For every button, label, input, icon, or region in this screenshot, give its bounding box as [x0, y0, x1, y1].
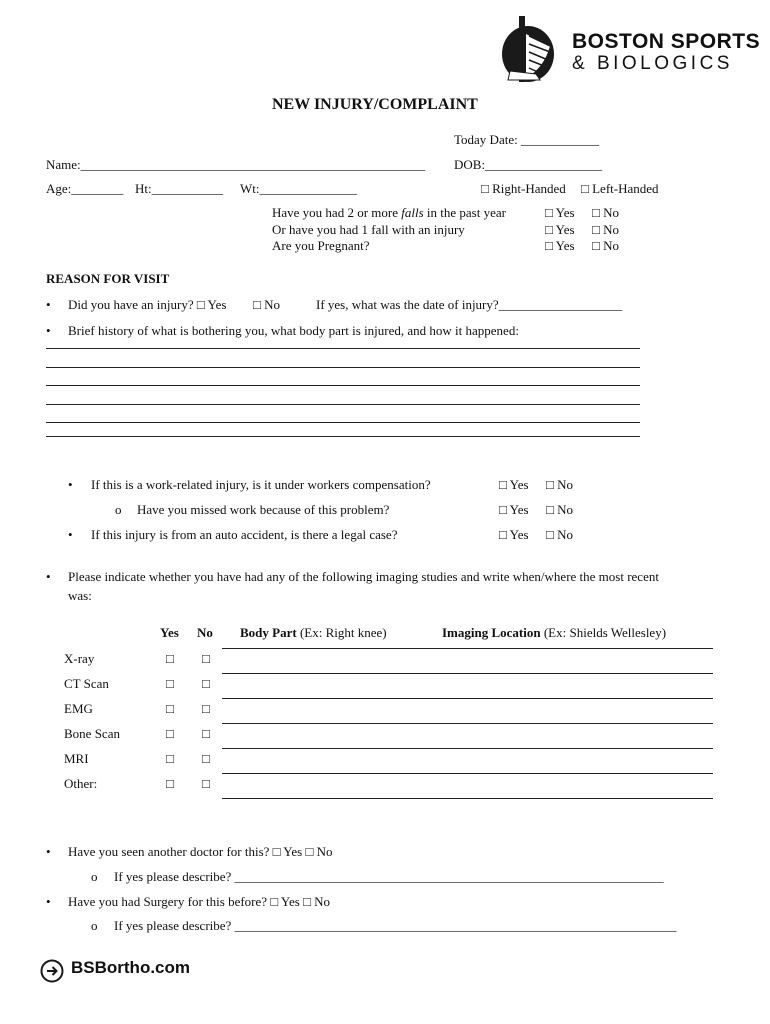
age-field[interactable]: Age:________ — [46, 181, 124, 196]
workers-comp-yes-checkbox[interactable]: □ Yes — [499, 477, 529, 492]
bullet: • — [68, 477, 73, 492]
bullet: • — [46, 323, 51, 338]
imaging-yes-checkbox[interactable]: □ — [166, 751, 174, 766]
col-location-header — [442, 625, 666, 641]
imaging-yes-checkbox[interactable]: □ — [166, 676, 174, 691]
imaging-no-checkbox[interactable]: □ — [202, 726, 210, 741]
imaging-entry-line[interactable] — [222, 723, 713, 724]
imaging-entry-line[interactable] — [222, 773, 713, 774]
bullet: • — [46, 844, 51, 859]
history-line[interactable] — [46, 385, 640, 386]
col-body-title: Body Part — [240, 625, 297, 640]
height-field[interactable]: Ht:___________ — [135, 181, 224, 196]
fall-injury-question: Or have you had 1 fall with an injury — [272, 222, 465, 237]
imaging-label: Bone Scan — [64, 726, 120, 741]
today-date-field[interactable]: Today Date: ____________ — [454, 132, 599, 147]
pregnant-yes-checkbox[interactable]: □ Yes — [545, 238, 575, 253]
legal-case-yes-checkbox[interactable]: □ Yes — [499, 527, 529, 542]
logo-line2: & BIOLOGICS — [572, 53, 733, 74]
imaging-entry-line[interactable] — [222, 673, 713, 674]
logo-mark-icon — [500, 16, 562, 84]
col-body-hint: (Ex: Right knee) — [296, 625, 387, 640]
imaging-label: EMG — [64, 701, 93, 716]
bullet: • — [68, 527, 73, 542]
falls-question-pre: Have you had 2 or more — [272, 205, 402, 220]
surgery-describe-field[interactable]: If yes please describe? ____________________________________________________________________ — [114, 918, 677, 933]
imaging-header-rule — [222, 648, 713, 649]
bullet: • — [46, 894, 51, 909]
missed-work-no-checkbox[interactable]: □ No — [546, 502, 573, 517]
history-line[interactable] — [46, 348, 640, 349]
pregnant-no-checkbox[interactable]: □ No — [592, 238, 619, 253]
sub-bullet: o — [91, 869, 98, 884]
history-question: Brief history of what is bothering you, what body part is injured, and how it happened: — [68, 323, 519, 338]
bullet: • — [46, 297, 51, 312]
imaging-label: MRI — [64, 751, 89, 766]
imaging-entry-line[interactable] — [222, 748, 713, 749]
injury-no-checkbox[interactable]: □ No — [253, 297, 280, 312]
imaging-no-checkbox[interactable]: □ — [202, 701, 210, 716]
history-line[interactable] — [46, 367, 640, 368]
legal-case-no-checkbox[interactable]: □ No — [546, 527, 573, 542]
imaging-yes-checkbox[interactable]: □ — [166, 651, 174, 666]
fall-injury-no-checkbox[interactable]: □ No — [592, 222, 619, 237]
footer-url[interactable]: BSBortho.com — [71, 958, 190, 977]
left-handed-checkbox[interactable]: □ Left-Handed — [581, 181, 659, 196]
logo-line1: BOSTON SPORTS — [572, 30, 761, 53]
imaging-label: Other: — [64, 776, 98, 791]
falls-no-checkbox[interactable]: □ No — [592, 205, 619, 220]
imaging-yes-checkbox[interactable]: □ — [166, 776, 174, 791]
fall-injury-yes-checkbox[interactable]: □ Yes — [545, 222, 575, 237]
other-doctor-describe-field[interactable]: If yes please describe? __________________________________________________________________ — [114, 869, 664, 884]
imaging-entry-line[interactable] — [222, 798, 713, 799]
imaging-entry-line[interactable] — [222, 698, 713, 699]
imaging-prompt-line1: Please indicate whether you have had any of the following imaging studies and write when/where the most recent — [68, 569, 659, 584]
imaging-prompt-line2: was: — [68, 588, 92, 603]
missed-work-question: Have you missed work because of this problem? — [137, 502, 390, 517]
history-line[interactable] — [46, 422, 640, 423]
history-line[interactable] — [46, 404, 640, 405]
imaging-no-checkbox[interactable]: □ — [202, 751, 210, 766]
injury-question[interactable]: Did you have an injury? □ Yes — [68, 297, 227, 312]
col-yes-header: Yes — [160, 625, 179, 640]
page-title: NEW INJURY/COMPLAINT — [272, 96, 478, 113]
falls-yes-checkbox[interactable]: □ Yes — [545, 205, 575, 220]
reason-heading: REASON FOR VISIT — [46, 271, 170, 286]
sub-bullet: o — [115, 502, 122, 517]
workers-comp-no-checkbox[interactable]: □ No — [546, 477, 573, 492]
right-handed-checkbox[interactable]: □ Right-Handed — [481, 181, 566, 196]
col-no-header: No — [197, 625, 213, 640]
col-location-hint: (Ex: Shields Wellesley) — [540, 625, 667, 640]
sub-bullet: o — [91, 918, 98, 933]
weight-field[interactable]: Wt:_______________ — [240, 181, 357, 196]
legal-case-question: If this injury is from an auto accident, is there a legal case? — [91, 527, 398, 542]
surgery-question[interactable]: Have you had Surgery for this before? □ Yes □ No — [68, 894, 331, 909]
history-line[interactable] — [46, 436, 640, 437]
name-field[interactable]: Name:_____________________________________________________ — [46, 157, 426, 172]
col-location-title: Imaging Location — [442, 625, 541, 640]
workers-comp-question: If this is a work-related injury, is it under workers compensation? — [91, 477, 431, 492]
arrow-circle-icon — [40, 959, 64, 983]
imaging-yes-checkbox[interactable]: □ — [166, 701, 174, 716]
imaging-no-checkbox[interactable]: □ — [202, 651, 210, 666]
falls-question-emphasis: falls — [401, 205, 424, 220]
falls-question-post: in the past year — [423, 205, 506, 220]
imaging-no-checkbox[interactable]: □ — [202, 776, 210, 791]
missed-work-yes-checkbox[interactable]: □ Yes — [499, 502, 529, 517]
col-body-header — [240, 625, 387, 641]
injury-date-field[interactable]: If yes, what was the date of injury?___________________ — [316, 297, 623, 312]
falls-question — [272, 205, 506, 221]
imaging-no-checkbox[interactable]: □ — [202, 676, 210, 691]
pregnant-question: Are you Pregnant? — [272, 238, 370, 253]
imaging-yes-checkbox[interactable]: □ — [166, 726, 174, 741]
bullet: • — [46, 569, 51, 584]
dob-field[interactable]: DOB:__________________ — [454, 157, 603, 172]
imaging-label: X-ray — [64, 651, 95, 666]
other-doctor-question[interactable]: Have you seen another doctor for this? □ Yes □ No — [68, 844, 333, 859]
imaging-label: CT Scan — [64, 676, 109, 691]
